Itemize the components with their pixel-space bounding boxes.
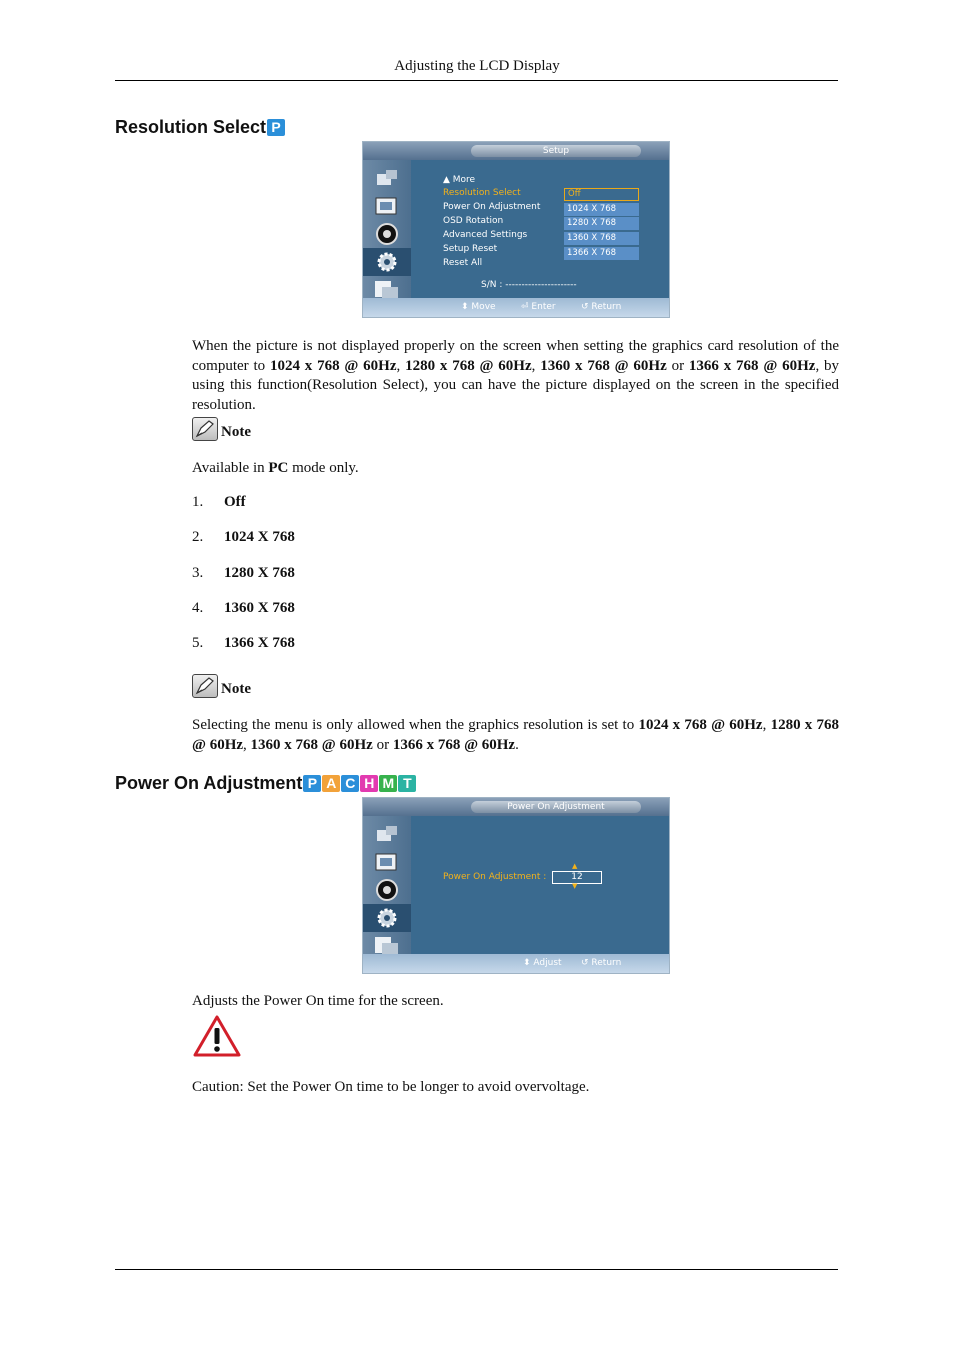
mode-badge-p: P: [267, 119, 285, 136]
input-icon: [363, 164, 411, 192]
mode-badge-a: A: [322, 775, 340, 792]
osd-menu-resolution-select: Resolution Select: [443, 188, 521, 198]
return-icon: ↺: [581, 958, 589, 968]
move-hint: ⬍ Move: [461, 302, 496, 312]
adjust-hint: ⬍ Adjust: [523, 958, 562, 968]
setup-gear-icon: [363, 248, 411, 276]
osd-title: Power On Adjustment: [471, 801, 641, 813]
return-hint: ↺ Return: [581, 958, 622, 968]
mode-badge-h: H: [360, 775, 378, 792]
note-pencil-icon: [192, 417, 218, 441]
sound-icon: [363, 220, 411, 248]
note-label: Note: [221, 681, 251, 697]
list-item: 2. 1024 X 768: [192, 529, 295, 545]
picture-icon: [363, 192, 411, 220]
move-arrows-icon: ⬍: [461, 302, 469, 312]
osd-hint-bar: [363, 954, 669, 973]
osd-title: Setup: [471, 145, 641, 157]
list-item: 4. 1360 X 768: [192, 600, 295, 616]
picture-icon: [363, 848, 411, 876]
note-label: Note: [221, 424, 251, 440]
osd-menu-power-on-adjustment: Power On Adjustment: [443, 202, 541, 212]
section-title-power-on-adjustment: [115, 773, 416, 794]
footer-rule: [115, 1269, 838, 1270]
osd-setup-screenshot: [362, 141, 670, 318]
osd-sidebar: [363, 160, 411, 298]
mode-badge-p: P: [303, 775, 321, 792]
section-title-text: Power On Adjustment: [115, 773, 303, 793]
osd-menu-reset-all: Reset All: [443, 258, 483, 268]
input-icon: [363, 820, 411, 848]
osd-power-on-screenshot: [362, 797, 670, 974]
osd-option-1280: 1280 X 768: [564, 217, 639, 230]
osd-sidebar: [363, 816, 411, 954]
return-hint: ↺ Return: [581, 302, 622, 312]
mode-badge-t: T: [398, 775, 416, 792]
power-on-description: Adjusts the Power On time for the screen.: [192, 993, 444, 1009]
osd-hint-bar: [363, 298, 669, 317]
sound-icon: [363, 876, 411, 904]
list-item: 5. 1366 X 768: [192, 635, 295, 651]
section-title-text: Resolution Select: [115, 117, 267, 137]
osd-menu-osd-rotation: OSD Rotation: [443, 216, 504, 226]
return-icon: ↺: [581, 302, 589, 312]
enter-hint: ⏎ Enter: [521, 302, 556, 312]
resolution-description: When the picture is not displayed properly on the screen when setting the graphics card resolution of the computer to 1024 x 768 @ 60Hz, 1280 x 768 @ 60Hz, 1360 x 768 @ 60Hz or 1366 x 768 @ 60Hz, by using this function(Resolution Select), you can have the picture displayed on the screen in the specified resolution.: [192, 338, 840, 413]
list-item: 3. 1280 X 768: [192, 565, 295, 581]
caution-warning-icon: [193, 1015, 241, 1057]
osd-menu-more: ▲ More: [443, 175, 476, 185]
up-arrow-icon: ▲: [572, 862, 578, 870]
osd-option-off: Off: [564, 188, 639, 201]
caution-text: Caution: Set the Power On time to be longer to avoid overvoltage.: [192, 1079, 590, 1095]
note-1: [192, 417, 251, 441]
header-rule: [115, 80, 838, 81]
setup-gear-icon: [363, 904, 411, 932]
osd-option-1366: 1366 X 768: [564, 247, 639, 260]
note-pencil-icon: [192, 674, 218, 698]
section-title-resolution-select: [115, 117, 285, 138]
mode-badge-m: M: [379, 775, 397, 792]
adjust-arrows-icon: ⬍: [523, 958, 531, 968]
osd-power-on-label: Power On Adjustment :: [443, 872, 547, 882]
osd-menu-advanced-settings: Advanced Settings: [443, 230, 528, 240]
note-2: [192, 674, 251, 698]
selecting-restriction-text: Selecting the menu is only allowed when the graphics resolution is set to 1024 x 768 @ 60Hz, 1280 x 768 @ 60Hz, 1360 x 768 @ 60Hz or 1366 x 768 @ 60Hz.: [192, 717, 839, 753]
osd-menu-setup-reset: Setup Reset: [443, 244, 498, 254]
enter-icon: ⏎: [521, 302, 529, 312]
osd-serial-number: S/N : ----------------------: [481, 280, 577, 290]
osd-power-on-value: 12: [552, 871, 602, 884]
mode-badge-c: C: [341, 775, 359, 792]
running-header: Adjusting the LCD Display: [394, 58, 560, 74]
osd-option-1024: 1024 X 768: [564, 203, 639, 216]
osd-option-1360: 1360 X 768: [564, 232, 639, 245]
availability-text: Available in PC mode only.: [192, 460, 359, 476]
list-item: 1. Off: [192, 494, 246, 510]
down-arrow-icon: ▼: [572, 882, 578, 890]
